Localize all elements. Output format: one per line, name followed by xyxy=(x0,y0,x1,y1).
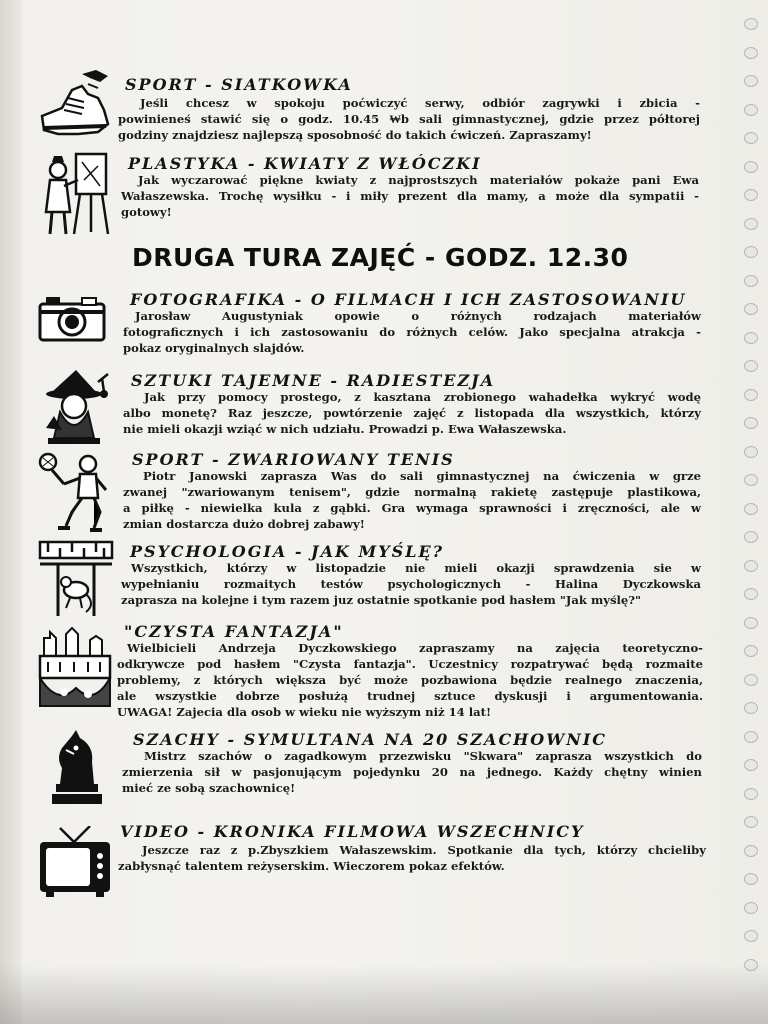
section-title: SPORT - SIATKOWKA xyxy=(125,75,353,94)
section-title: "CZYSTA FANTAZJA" xyxy=(124,622,344,641)
binder-hole xyxy=(744,845,758,857)
maze-mouse-icon xyxy=(38,538,114,622)
body-line: powinieneś stawić się o godz. 10.45 ₩b sali gimnastycznej, gdzie przez półtorej xyxy=(118,112,700,126)
body-line: fotograficznych i ich zastosowaniu do różnych celów. Jako specjalna atrakcja - xyxy=(123,325,701,339)
section-title: PLASTYKA - KWIATY Z WŁÓCZKI xyxy=(128,154,482,173)
body-line: pokaz oryginalnych slajdów. xyxy=(123,341,305,355)
fantasy-castle-icon xyxy=(38,626,114,714)
section-title: PSYCHOLOGIA - JAK MYŚLĘ? xyxy=(130,542,445,561)
body-line: Wielbicieli Andrzeja Dyczkowskiego zapraszamy na zajęcia teoretyczno- xyxy=(127,641,703,655)
body-line: Jarosław Augustyniak opowie o różnych rodzajach materiałów xyxy=(135,309,701,323)
binder-hole xyxy=(744,531,758,543)
binder-hole xyxy=(744,902,758,914)
body-line: Jak wyczarować piękne kwiaty z najprostszych materiałów pokaże pani Ewa xyxy=(138,173,699,187)
body-line: Jak przy pomocy prostego, z kasztana zrobionego wahadełka wykryć wodę xyxy=(144,390,701,404)
binder-hole xyxy=(744,759,758,771)
binder-hole xyxy=(744,503,758,515)
section-body xyxy=(117,640,703,720)
binder-hole xyxy=(744,788,758,800)
binder-hole xyxy=(744,702,758,714)
section-body xyxy=(122,748,702,796)
section-psychologia xyxy=(0,538,740,618)
body-line: zabłysnąć talentem reżyserskim. Wieczorem pokaz efektów. xyxy=(118,859,505,873)
binder-hole xyxy=(744,873,758,885)
binder-hole xyxy=(744,161,758,173)
body-line: Mistrz szachów o zagadkowym przezwisku "Skwara" zaprasza wszystkich do xyxy=(144,749,702,763)
section-plastyka xyxy=(0,150,740,240)
section-body xyxy=(121,172,699,220)
section-sztuki-tajemne xyxy=(0,368,740,448)
body-line: odkrywcze pod hasłem "Czysta fantazja". Uczestnicy rozpatrywać będą rozmaite xyxy=(117,657,703,671)
section-title: SPORT - ZWARIOWANY TENIS xyxy=(132,450,455,469)
body-line: zmierzenia sił w pasjonującym pojedynku 20 na jednego. Każdy chętny winien xyxy=(122,765,702,779)
section-szachy xyxy=(0,728,740,818)
painter-at-easel-icon xyxy=(38,150,114,240)
binder-hole xyxy=(744,816,758,828)
binder-hole xyxy=(744,275,758,287)
body-line: albo monetę? Raz jeszcze, powtórzenie zajęć z listopada dla wszystkich, którzy xyxy=(123,406,701,420)
binder-hole xyxy=(744,218,758,230)
tennis-player-icon xyxy=(38,450,114,538)
section-title: SZTUKI TAJEMNE - RADIESTEZJA xyxy=(131,371,496,390)
body-line: problemy, z których większa być może pozbawiona będzie realnego znaczenia, xyxy=(117,673,703,687)
section-body xyxy=(118,842,706,874)
binder-hole xyxy=(744,645,758,657)
binder-hole xyxy=(744,389,758,401)
section-body xyxy=(123,468,701,532)
binder-hole xyxy=(744,617,758,629)
binder-hole xyxy=(744,474,758,486)
binder-holes xyxy=(744,0,758,1024)
binder-hole xyxy=(744,246,758,258)
binder-hole xyxy=(744,360,758,372)
body-line: ale wszystkie dobrze posłużą trudnej sztuce dyskusji i argumentowania. xyxy=(117,689,703,703)
section-body xyxy=(123,308,701,356)
section-body xyxy=(121,560,701,608)
binder-hole xyxy=(744,731,758,743)
body-line: zaprasza na kolejne i tym razem juz ostatnie spotkanie pod hasłem "Jak myślę?" xyxy=(121,593,642,607)
binder-hole xyxy=(744,588,758,600)
section-czysta-fantazja xyxy=(0,618,740,718)
television-icon xyxy=(38,826,114,902)
body-line: zmian dostarcza dużo dobrej zabawy! xyxy=(123,517,365,531)
body-line: Jeśli chcesz w spokoju poćwiczyć serwy, odbiór zagrywki i zbicia - xyxy=(140,96,700,110)
body-line: a piłkę - niewielka kula z gąbki. Gra wymaga sprawności i zręczności, ale w xyxy=(123,501,701,515)
body-line: UWAGA! Zajecia dla osob w wieku nie wyższym niż 14 lat! xyxy=(117,705,492,719)
page-shadow-bottom xyxy=(0,964,768,1024)
section-title: VIDEO - KRONIKA FILMOWA WSZECHNICY xyxy=(120,822,585,841)
body-line: mieć ze sobą szachownicę! xyxy=(122,781,296,795)
section-video xyxy=(0,822,740,902)
binder-hole xyxy=(744,47,758,59)
body-line: wypełnianiu rozmaitych testów psychologicznych - Halina Dyczkowska xyxy=(121,577,701,591)
body-line: Wszystkich, którzy w listopadzie nie mieli okazji sprawdzenia sie w xyxy=(131,561,701,575)
section-body xyxy=(118,95,700,143)
binder-hole xyxy=(744,332,758,344)
camera-icon xyxy=(38,294,106,348)
binder-hole xyxy=(744,417,758,429)
body-line: godziny znajdziesz najlepszą sposobność do takich ćwiczeń. Zapraszamy! xyxy=(118,128,592,142)
binder-hole xyxy=(744,930,758,942)
section-body xyxy=(123,389,701,437)
wizard-icon xyxy=(38,368,114,450)
body-line: zwanej "zwariowanym tenisem", gdzie normalną rakietę zastępuje plastikowa, xyxy=(123,485,701,499)
chess-knight-icon xyxy=(46,728,106,812)
binder-hole xyxy=(744,303,758,315)
session-heading: DRUGA TURA ZAJĘĆ - GODZ. 12.30 xyxy=(132,243,629,272)
section-title: FOTOGRAFIKA - O FILMACH I ICH ZASTOSOWANIU xyxy=(130,290,687,309)
running-shoe-icon xyxy=(38,68,114,148)
section-fotografika xyxy=(0,290,740,360)
binder-hole xyxy=(744,132,758,144)
section-title: SZACHY - SYMULTANA NA 20 SZACHOWNIC xyxy=(133,730,608,749)
binder-hole xyxy=(744,18,758,30)
body-line: gotowy! xyxy=(121,205,172,219)
body-line: Jeszcze raz z p.Zbyszkiem Wałaszewskim. Spotkanie dla tych, którzy chcieliby xyxy=(142,843,706,857)
section-sport-siatkowka xyxy=(0,68,740,148)
section-zwariowany-tenis xyxy=(0,450,740,540)
body-line: Wałaszewska. Trochę wysiłku - i miły prezent dla mamy, a może dla sympatii - xyxy=(121,189,699,203)
binder-hole xyxy=(744,560,758,572)
binder-hole xyxy=(744,446,758,458)
body-line: nie mieli okazji wziąć w nich udziału. Prowadzi p. Ewa Wałaszewska. xyxy=(123,422,567,436)
binder-hole xyxy=(744,104,758,116)
binder-hole xyxy=(744,75,758,87)
binder-hole xyxy=(744,674,758,686)
binder-hole xyxy=(744,189,758,201)
body-line: Piotr Janowski zaprasza Was do sali gimnastycznej na ćwiczenia w grze xyxy=(143,469,701,483)
